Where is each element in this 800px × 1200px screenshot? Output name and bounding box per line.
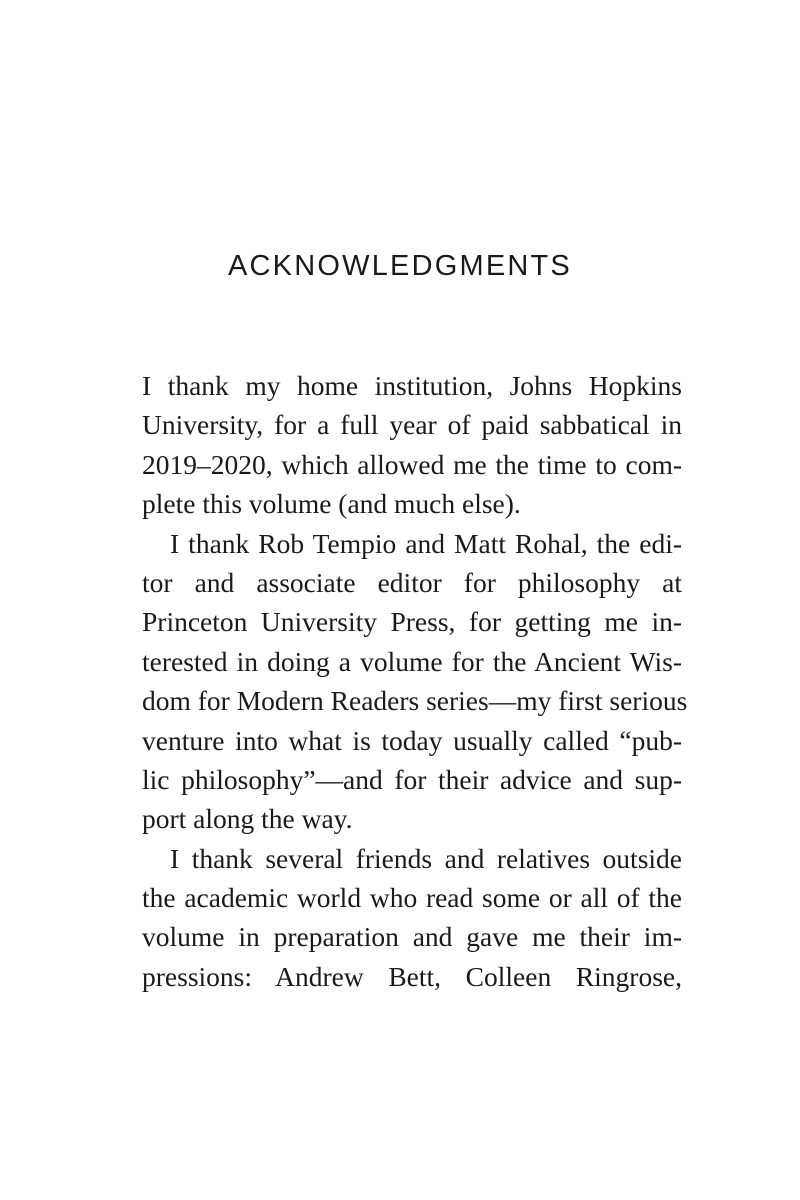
text-line: Princeton University Press, for getting me in- xyxy=(142,606,682,638)
paragraph-readers xyxy=(142,839,682,997)
text-line: plete this volume (and much else). xyxy=(142,488,521,520)
text-line: University, for a full year of paid sabbatical in xyxy=(142,409,682,441)
text-line: port along the way. xyxy=(142,803,353,835)
text-line: 2019–2020, which allowed me the time to com- xyxy=(142,448,682,480)
body-text xyxy=(142,366,688,996)
text-line: lic philosophy”—and for their advice and sup- xyxy=(142,763,682,795)
text-line: I thank Rob Tempio and Matt Rohal, the edi- xyxy=(170,527,682,559)
chapter-heading: ACKNOWLEDGMENTS xyxy=(228,250,572,282)
paragraph-sabbatical xyxy=(142,366,682,524)
paragraph-editors xyxy=(142,524,688,839)
text-line: I thank my home institution, Johns Hopkins xyxy=(142,370,682,401)
text-line: pressions: Andrew Bett, Colleen Ringrose, xyxy=(142,960,682,992)
text-line: volume in preparation and gave me their im- xyxy=(142,921,682,953)
text-line: tor and associate editor for philosophy at xyxy=(142,566,682,598)
text-line: venture into what is today usually called “pub- xyxy=(142,724,682,756)
text-line: dom for Modern Readers series—my first serious xyxy=(142,685,688,717)
text-line: I thank several friends and relatives outside xyxy=(170,842,682,874)
text-line: the academic world who read some or all of the xyxy=(142,882,682,914)
text-line: terested in doing a volume for the Ancient Wis- xyxy=(142,645,682,677)
